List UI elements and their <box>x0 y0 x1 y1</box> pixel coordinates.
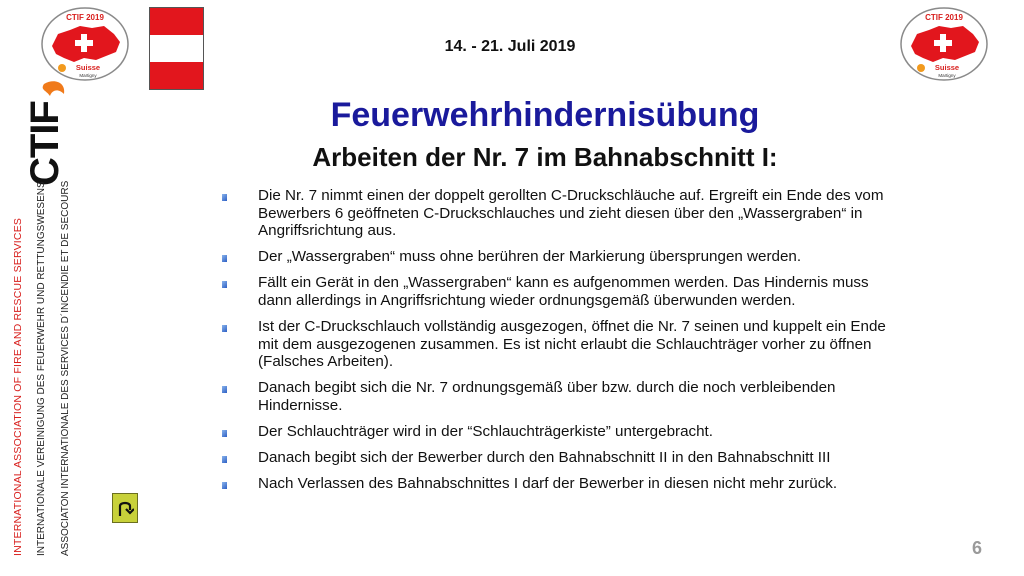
list-item <box>222 379 892 414</box>
flame-icon <box>58 64 66 72</box>
list-item <box>222 423 892 441</box>
list-item-text: Der Schlauchträger wird in der “Schlauchträgerkiste” untergebracht. <box>258 423 713 441</box>
bullet-icon <box>222 456 227 463</box>
brand-line-de: INTERNATIONALE VEREINIGUNG DES FEUERWEHR UND RETTUNGSWESENS <box>36 181 47 556</box>
brand-line-fr: ASSOCIATON INTERNATIONALE DES SERVICES D´INCENDIE ET DE SECOURS <box>60 180 71 556</box>
bullet-icon <box>222 482 227 489</box>
bullet-icon <box>222 386 227 393</box>
logo-top-text: CTIF 2019 <box>925 13 963 22</box>
list-item <box>222 318 892 371</box>
list-item-text: Ist der C-Druckschlauch vollständig ausgezogen, öffnet die Nr. 7 seinen und kuppelt ein Ende mit dem ausgezogenen zusammen. Es ist nicht erlaubt die Schlauchträger vorher zu öffnen (Falsches Arbeiten). <box>258 318 886 371</box>
logo-bottom-text: Suisse <box>75 63 101 72</box>
bullet-icon <box>222 194 227 201</box>
flame-icon <box>917 64 925 72</box>
ctif-2019-logo-left <box>40 6 130 82</box>
bullet-icon <box>222 255 227 262</box>
slide-title: Feuerwehrhindernisübung <box>330 96 760 134</box>
list-item <box>222 449 892 467</box>
flame-icon <box>43 81 65 96</box>
ctif-brand-logo <box>14 78 72 188</box>
austria-flag <box>149 7 204 90</box>
logo-bottom-text: Suisse <box>934 63 960 72</box>
logo-bottom-text-2: Martigny <box>938 73 956 78</box>
bullet-icon <box>222 325 227 332</box>
ctif-brand-text: CTIF <box>23 101 67 186</box>
list-item <box>222 274 892 309</box>
list-item <box>222 475 892 493</box>
bullet-list <box>222 187 892 501</box>
logo-bottom-text-2: Martigny <box>79 73 97 78</box>
list-item-text: Die Nr. 7 nimmt einen der doppelt gerollten C-Druckschläuche auf. Ergreift ein Ende des vom Bewerbers 6 geöffneten C-Druckschlauches und zieht diesen über den „Wassergraben“ in Angriffsrichtung aus. <box>258 187 884 240</box>
list-item <box>222 187 892 240</box>
return-button[interactable] <box>112 493 138 523</box>
list-item-text: Fällt ein Gerät in den „Wassergraben“ kann es aufgenommen werden. Das Hindernis muss dann allerdings in Angriffsrichtung wieder ordnungsgemäß überwunden werden. <box>258 274 869 309</box>
ctif-2019-logo-right <box>899 6 989 82</box>
list-item-text: Danach begibt sich die Nr. 7 ordnungsgemäß über bzw. durch die noch verbleibenden Hindernisse. <box>258 379 836 414</box>
event-date: 14. - 21. Juli 2019 <box>444 38 576 55</box>
list-item <box>222 248 892 266</box>
slide-subtitle: Arbeiten der Nr. 7 im Bahnabschnitt I: <box>312 142 778 172</box>
list-item-text: Der „Wassergraben“ muss ohne berühren der Markierung übersprungen werden. <box>258 248 802 266</box>
brand-line-en: INTERNATIONAL ASSOCIATION OF FIRE AND RESCUE SERVICES <box>12 217 24 556</box>
list-item-text: Danach begibt sich der Bewerber durch den Bahnabschnitt II in den Bahnabschnitt III <box>258 449 831 467</box>
bullet-icon <box>222 281 227 288</box>
return-arrow-icon <box>116 498 134 518</box>
page-number: 6 <box>971 538 982 558</box>
bullet-icon <box>222 430 227 437</box>
list-item-text: Nach Verlassen des Bahnabschnittes I darf der Bewerber in diesen nicht mehr zurück. <box>258 475 838 493</box>
logo-top-text: CTIF 2019 <box>66 13 104 22</box>
